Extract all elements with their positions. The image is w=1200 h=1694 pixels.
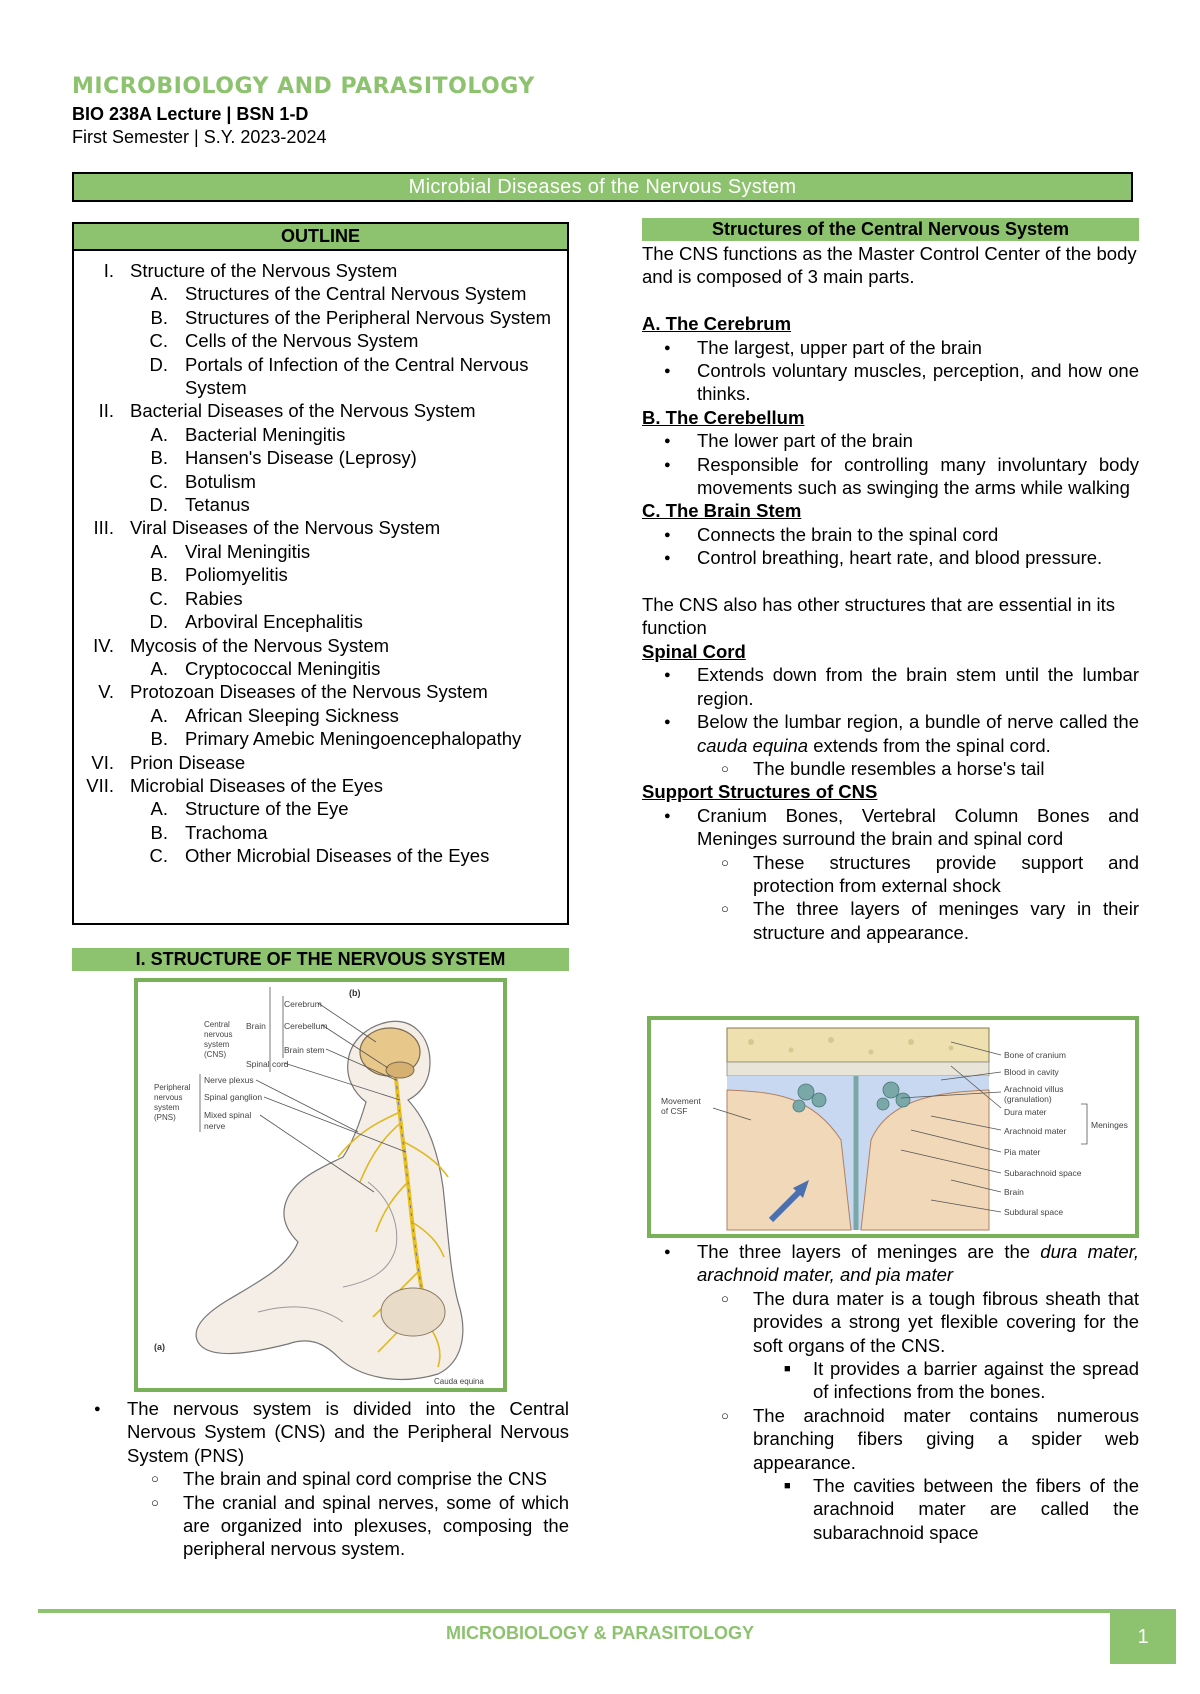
fig2-label-villus-1: Arachnoid villus [1004, 1084, 1064, 1094]
arachnoid-subbullet: ○ The arachnoid mater contains numerous branching fibers giving a spider web appearance. [642, 1404, 1139, 1474]
fig2-label-villus-2: (granulation) [1004, 1094, 1052, 1104]
outline-subitem: D. Portals of Infection of the Central Nervous System [149, 353, 529, 399]
fig-label-spinal-ganglion: Spinal ganglion [204, 1092, 263, 1102]
footer-title: MICROBIOLOGY & PARASITOLOGY [445, 1623, 755, 1643]
fig-label-nerve-plexus: Nerve plexus [204, 1075, 254, 1085]
nervous-system-illustration [138, 982, 503, 1388]
fig-label-pns-4: (PNS) [154, 1113, 176, 1122]
fig-label-pns-3: system [154, 1103, 180, 1112]
support-subbullet-1: ○ These structures provide support and protection from external shock [642, 851, 1139, 898]
outline-item: II. Bacterial Diseases of the Nervous System [98, 400, 476, 422]
outline-subitem: A. Structures of the Central Nervous System [150, 283, 527, 305]
fig-label-b: (b) [349, 988, 361, 998]
outline-item: VII. Microbial Diseases of the Eyes [86, 774, 383, 796]
fig-label-pns-2: nervous [154, 1093, 183, 1102]
spinal-subbullet-1: ○ The bundle resembles a horse's tail [642, 757, 1139, 780]
fig-label-cns-1: Central [204, 1020, 230, 1029]
outline-subitem: C. Botulism [149, 470, 256, 492]
outline-subitem: D. Arboviral Encephalitis [149, 611, 363, 633]
fig2-label-pia: Pia mater [1004, 1147, 1041, 1157]
fig-label-cns-4: (CNS) [204, 1050, 227, 1059]
spinal-bullet-1: ● Extends down from the brain stem until the lumbar region. [642, 663, 1139, 710]
fig-label-brain-stem: Brain stem [284, 1045, 325, 1055]
subbullet-cns: ○ The brain and spinal cord comprise the CNS [72, 1467, 569, 1490]
fig2-label-subarach: Subarachnoid space [1004, 1168, 1082, 1178]
fig-label-cns-3: system [204, 1040, 230, 1049]
dura-sub-subbullet: ■ It provides a barrier against the spread of infections from the bones. [642, 1357, 1139, 1404]
fig2-label-meninges: Meninges [1091, 1120, 1128, 1130]
subbullet-pns: ○ The cranial and spinal nerves, some of which are organized into plexuses, composing the peripheral nervous system. [72, 1491, 569, 1561]
cerebellum-bullet-2: ● Responsible for controlling many involuntary body movements such as swinging the arms while walking [642, 453, 1139, 500]
cns-intro: The CNS functions as the Master Control Center of the body and is composed of 3 main parts. [642, 243, 1137, 288]
fig2-label-arachnoid: Arachnoid mater [1004, 1126, 1067, 1136]
course-code: BIO 238A Lecture | BSN 1-D [72, 104, 309, 124]
cerebrum-bullet-2: ● Controls voluntary muscles, perception, and how one thinks. [642, 359, 1139, 406]
support-subbullet-2: ○ The three layers of meninges vary in their structure and appearance. [642, 897, 1139, 944]
fig-label-mixed-nerve-1: Mixed spinal [204, 1110, 252, 1120]
cerebrum-heading: A. The Cerebrum [642, 313, 792, 335]
fig-label-a: (a) [154, 1342, 165, 1352]
fig2-label-movement-1: Movement [661, 1096, 701, 1106]
fig-label-cauda: Cauda equina [434, 1377, 484, 1386]
support-bullet-1: ● Cranium Bones, Vertebral Column Bones and Meninges surround the brain and spinal cord [642, 804, 1139, 851]
outline-subitem: B. Trachoma [150, 821, 268, 843]
meninges-layers-bullet: ● The three layers of meninges are the dura mater, arachnoid mater, and pia mater [642, 1240, 1139, 1287]
semester: First Semester | S.Y. 2023-2024 [72, 127, 327, 147]
outline-subitem: A. African Sleeping Sickness [150, 704, 399, 726]
outline-subitem: C. Cells of the Nervous System [149, 330, 419, 352]
fig2-label-blood: Blood in cavity [1004, 1067, 1059, 1077]
brainstem-bullet-2: ● Control breathing, heart rate, and blood pressure. [642, 546, 1139, 569]
outline-item: V. Protozoan Diseases of the Nervous System [98, 681, 488, 703]
fig2-label-movement-2: of CSF [661, 1106, 688, 1116]
brainstem-bullet-1: ● Connects the brain to the spinal cord [642, 523, 1139, 546]
arachnoid-sub-subbullet: ■ The cavities between the fibers of the arachnoid mater are called the subarachnoid space [642, 1474, 1139, 1544]
bullet-cns-pns: ● The nervous system is divided into the Central Nervous System (CNS) and the Peripheral Nervous System (PNS) [72, 1397, 569, 1467]
fig2-label-bone: Bone of cranium [1004, 1050, 1066, 1060]
fig-label-pns-1: Peripheral [154, 1083, 191, 1092]
cerebrum-bullet-1: ● The largest, upper part of the brain [642, 336, 1139, 359]
meninges-illustration [651, 1020, 1135, 1234]
spinal-cord-heading: Spinal Cord [642, 640, 746, 662]
outline-subitem: A. Structure of the Eye [150, 798, 349, 820]
brainstem-heading: C. The Brain Stem [642, 500, 802, 522]
section-heading-cns: Structures of the Central Nervous System [642, 218, 1139, 241]
outline-subitem: B. Primary Amebic Meningoencephalopathy [150, 728, 522, 750]
outline-subitem: C. Rabies [149, 587, 243, 609]
nervous-system-figure [134, 978, 507, 1392]
fig2-label-brain: Brain [1004, 1187, 1024, 1197]
outline-item: I. Structure of the Nervous System [103, 260, 398, 281]
outline-subitem: A. Bacterial Meningitis [150, 423, 346, 445]
topic-banner: Microbial Diseases of the Nervous System [72, 172, 1133, 202]
outline-subitem: A. Cryptococcal Meningitis [150, 657, 381, 679]
fig-label-cns-2: nervous [204, 1030, 233, 1039]
dura-subbullet: ○ The dura mater is a tough fibrous sheath that provides a strong yet flexible covering for the soft organs of the CNS. [642, 1287, 1139, 1357]
outline-heading: OUTLINE [74, 224, 567, 251]
section-heading-structure: I. STRUCTURE OF THE NERVOUS SYSTEM [72, 948, 569, 971]
cns-other-structures: The CNS also has other structures that are essential in its function [642, 594, 1115, 639]
outline-list [74, 259, 567, 868]
cns-text-upper [642, 242, 1139, 944]
document-title: MICROBIOLOGY AND PARASITOLOGY [72, 74, 535, 99]
fig-label-brain: Brain [246, 1021, 266, 1031]
outline-subitem: B. Structures of the Peripheral Nervous System [150, 306, 552, 328]
outline-subitem: A. Viral Meningitis [150, 540, 311, 562]
meninges-figure [647, 1016, 1139, 1238]
fig-label-spinal-cord: Spinal cord [246, 1059, 289, 1069]
fig-label-cerebrum: Cerebrum [284, 999, 322, 1009]
outline-item: IV. Mycosis of the Nervous System [93, 634, 390, 656]
support-heading: Support Structures of CNS [642, 781, 878, 803]
cerebellum-heading: B. The Cerebellum [642, 406, 805, 428]
section1-text [72, 1397, 569, 1561]
outline-subitem: D. Tetanus [149, 494, 250, 516]
outline-box [72, 222, 569, 925]
outline-item: III. Viral Diseases of the Nervous System [93, 517, 441, 539]
outline-item: VI. Prion Disease [91, 751, 246, 773]
outline-subitem: B. Poliomyelitis [150, 564, 288, 586]
fig2-label-dura: Dura mater [1004, 1107, 1047, 1117]
fig2-label-subdural: Subdural space [1004, 1207, 1064, 1217]
footer-divider [38, 1609, 1176, 1613]
outline-subitem: B. Hansen's Disease (Leprosy) [150, 447, 417, 469]
cerebellum-bullet-1: ● The lower part of the brain [642, 429, 1139, 452]
fig-label-mixed-nerve-2: nerve [204, 1121, 226, 1131]
page-number: 1 [1110, 1610, 1176, 1664]
fig-label-cerebellum: Cerebellum [284, 1021, 328, 1031]
spinal-bullet-2: ● Below the lumbar region, a bundle of nerve called the cauda equina extends from the spinal cord. [642, 710, 1139, 757]
meninges-text [642, 1240, 1139, 1544]
outline-subitem: C. Other Microbial Diseases of the Eyes [149, 845, 490, 867]
